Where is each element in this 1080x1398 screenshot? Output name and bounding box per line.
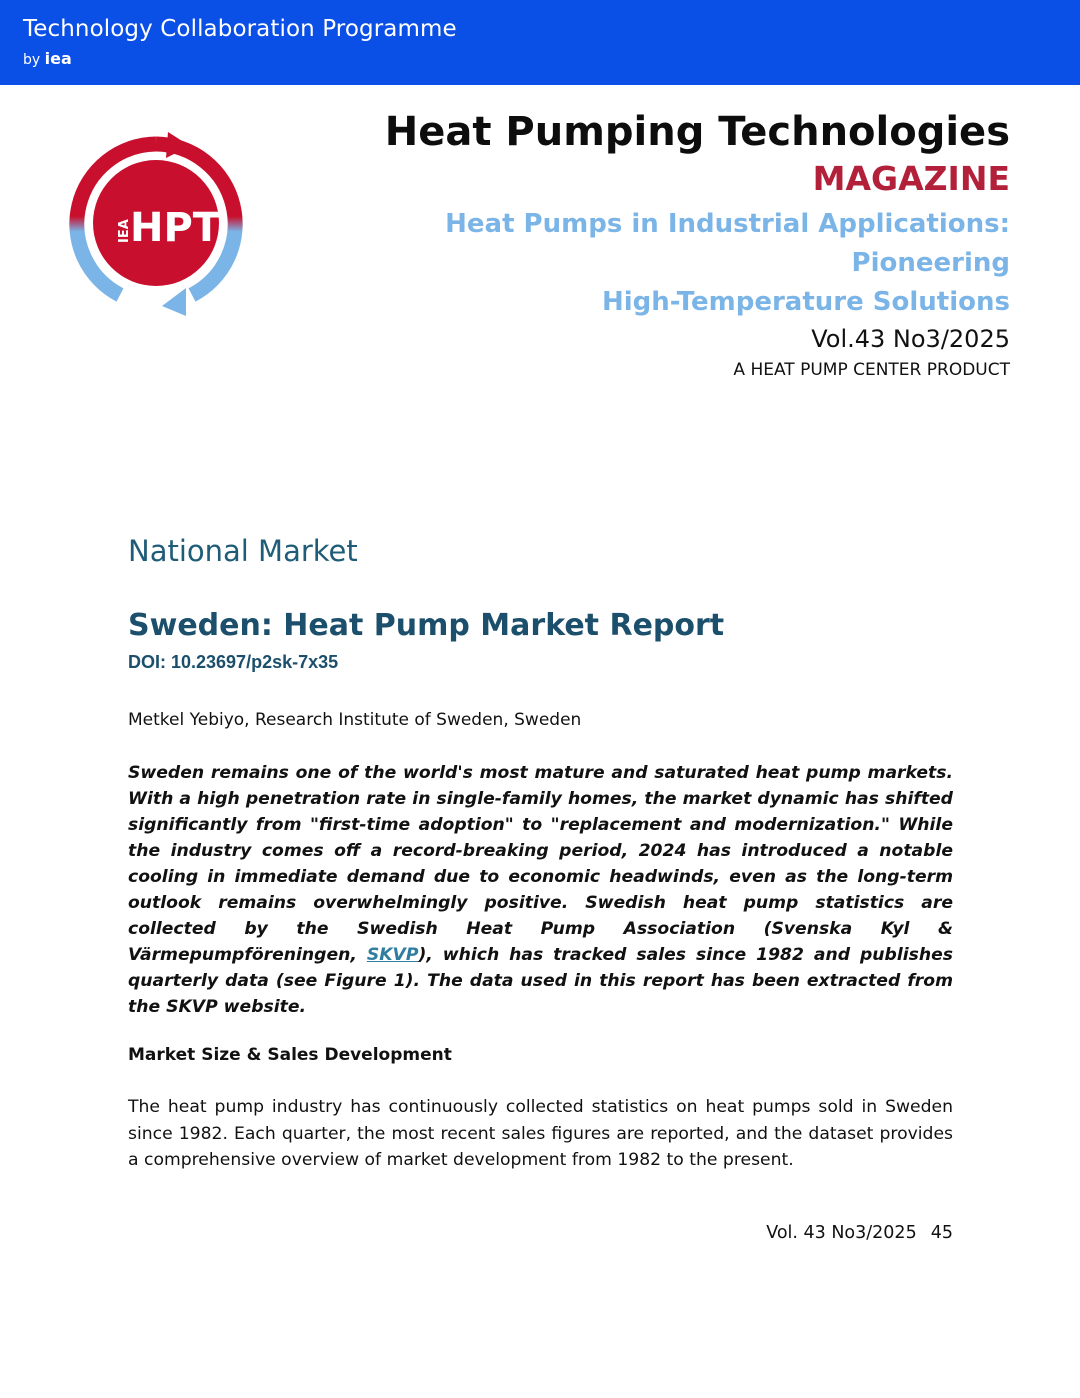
magazine-subtitle: MAGAZINE <box>812 159 1010 198</box>
programme-title: Technology Collaboration Programme <box>23 16 457 42</box>
iea-wordmark: iea <box>44 49 72 68</box>
section-label: National Market <box>128 534 358 568</box>
logo-text: HPT <box>130 205 221 251</box>
skvp-link[interactable]: SKVP <box>366 945 419 965</box>
article-doi: DOI: 10.23697/p2sk-7x35 <box>128 652 339 672</box>
issue-theme <box>310 205 1010 322</box>
page-footer <box>766 1223 953 1243</box>
masthead <box>310 106 1010 382</box>
section-subheading: Market Size & Sales Development <box>128 1045 452 1065</box>
hpt-logo <box>62 130 250 318</box>
abstract-text-2: ), which has tracked sales since 1982 and publishes quarterly data (see Figure 1). The data used in this report has been extracted from the SKVP website. <box>128 945 953 1017</box>
article-title: Sweden: Heat Pump Market Report <box>128 608 725 643</box>
body-paragraph: The heat pump industry has continuously collected statistics on heat pumps sold in Sweden since 1982. Each quarter, the most recent sales figures are reported, and the dataset provides a comprehensive overview of market development from 1982 to the present. <box>128 1097 953 1170</box>
byline-by: by <box>23 52 41 68</box>
product-tagline: A HEAT PUMP CENTER PRODUCT <box>733 360 1010 380</box>
page-number: 45 <box>930 1223 953 1243</box>
issue-volume: Vol.43 No3/2025 <box>811 325 1010 353</box>
article-author: Metkel Yebiyo, Research Institute of Sweden, Sweden <box>128 710 582 730</box>
issue-theme-line-2: High-Temperature Solutions <box>601 287 1010 317</box>
magazine-title: Heat Pumping Technologies <box>384 109 1010 155</box>
article-abstract <box>128 760 953 1020</box>
footer-volume: Vol. 43 No3/2025 <box>766 1223 917 1243</box>
programme-byline <box>23 49 72 68</box>
issue-theme-line-1: Heat Pumps in Industrial Applications: Pioneering <box>445 209 1010 278</box>
logo-arrow-bottom <box>162 288 186 316</box>
logo-side-text: IEA <box>117 219 132 243</box>
header-bar <box>0 0 1080 85</box>
abstract-text-1: Sweden remains one of the world's most mature and saturated heat pump markets. With a high penetration rate in single-family homes, the market dynamic has shifted significantly from "first-time adoption" to "replacement and modernization." While the industry comes off a record-breaking period, 2024 has introduced a notable cooling in immediate demand due to economic headwinds, even as the long-term outlook remains overwhelmingly positive. Swedish heat pump statistics are collected by the Swedish Heat Pump Association (Svenska Kyl & Värmepumpföreningen, <box>128 763 953 965</box>
